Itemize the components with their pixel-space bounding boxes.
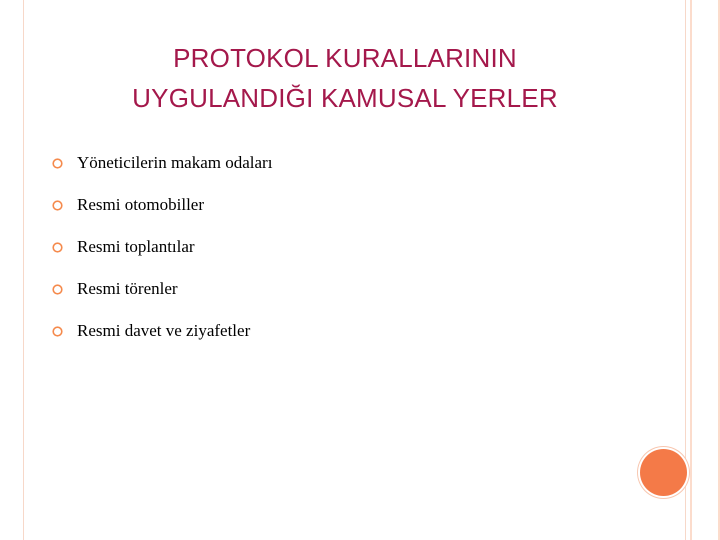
bullet-circle-icon — [52, 200, 63, 211]
list-item — [52, 226, 272, 268]
bullet-text: Resmi otomobiller — [77, 195, 205, 214]
bullet-text: Resmi davet ve ziyafetler — [77, 321, 251, 340]
slide-title — [60, 38, 630, 118]
bullet-circle-icon — [52, 284, 63, 295]
bullet-text: Yöneticilerin makam odaları — [77, 153, 273, 172]
bullet-circle-icon — [52, 158, 63, 169]
bullet-circle-icon — [52, 326, 63, 337]
bullet-text: Resmi törenler — [77, 279, 178, 298]
bullet-text: Resmi toplantılar — [77, 237, 195, 256]
right-band-inner — [694, 0, 716, 540]
list-item — [52, 268, 272, 310]
title-line-2: UYGULANDIĞI KAMUSAL YERLER — [132, 83, 558, 113]
list-item — [52, 142, 272, 184]
list-item — [52, 310, 272, 352]
list-item — [52, 184, 272, 226]
bullet-circle-icon — [52, 242, 63, 253]
orange-circle-icon — [640, 449, 687, 496]
left-border-line — [23, 0, 24, 540]
title-line-1: PROTOKOL KURALLARININ — [173, 43, 517, 73]
right-border-line — [685, 0, 686, 540]
bullet-list — [52, 142, 272, 352]
